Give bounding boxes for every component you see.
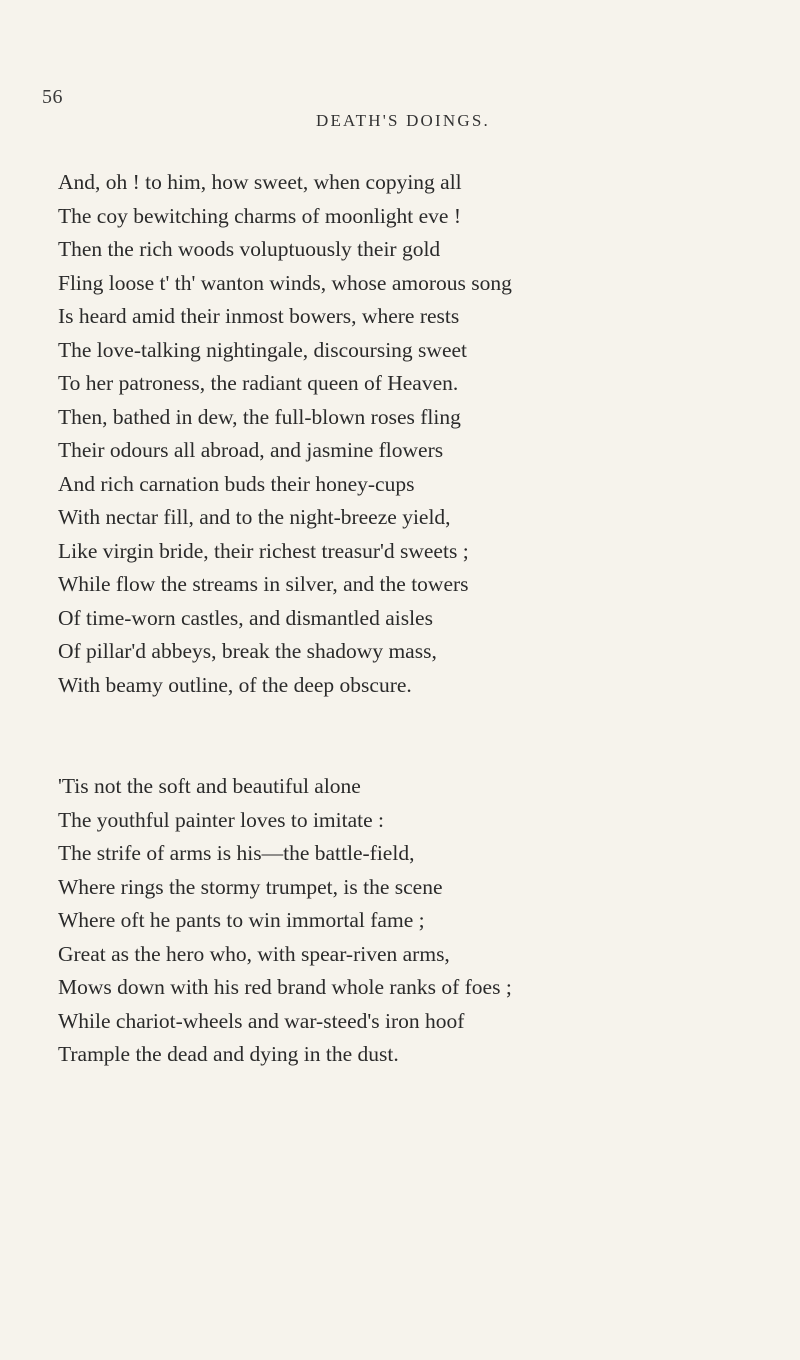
verse-line: Is heard amid their inmost bowers, where rests: [58, 304, 460, 328]
verse-line: Great as the hero who, with spear-riven arms,: [58, 941, 450, 966]
verse-line: Of pillar'd abbeys, break the shadowy mass,: [58, 639, 437, 663]
verse-line: Then, bathed in dew, the full-blown roses fling: [58, 404, 461, 429]
verse-line: With nectar fill, and to the night-breeze yield,: [58, 505, 451, 529]
stanza-2: [58, 770, 512, 1072]
verse-line: The strife of arms is his—the battle-field,: [58, 841, 415, 865]
verse-line: Trample the dead and dying in the dust.: [58, 1042, 399, 1066]
verse-line: Their odours all abroad, and jasmine flowers: [58, 438, 444, 462]
verse-line: To her patroness, the radiant queen of Heaven.: [58, 371, 459, 395]
verse-line: Fling loose t' th' wanton winds, whose amorous song: [58, 270, 512, 295]
verse-line: Like virgin bride, their richest treasur'd sweets ;: [58, 538, 469, 563]
verse-line: Where oft he pants to win immortal fame ;: [58, 908, 425, 932]
verse-line: Then the rich woods voluptuously their gold: [58, 237, 441, 261]
verse-line: While flow the streams in silver, and the towers: [58, 572, 469, 596]
verse-line: The love-talking nightingale, discoursing sweet: [58, 337, 468, 362]
verse-line: 'Tis not the soft and beautiful alone: [58, 774, 361, 798]
verse-line: Mows down with his red brand whole ranks of foes ;: [58, 975, 512, 999]
verse-line: With beamy outline, of the deep obscure.: [58, 672, 412, 697]
verse-line: The youthful painter loves to imitate :: [58, 807, 385, 832]
running-title: DEATH'S DOINGS.: [316, 111, 490, 130]
stanza-1: [58, 166, 512, 702]
verse-line: While chariot-wheels and war-steed's iron hoof: [58, 1008, 465, 1033]
verse-line: And, oh ! to him, how sweet, when copying all: [58, 170, 462, 194]
page-number: 56: [42, 86, 63, 108]
verse-line: The coy bewitching charms of moonlight eve !: [58, 203, 462, 228]
verse-line: Where rings the stormy trumpet, is the scene: [58, 874, 443, 899]
verse-line: And rich carnation buds their honey-cups: [58, 471, 415, 496]
verse-line: Of time-worn castles, and dismantled aisles: [58, 605, 433, 630]
